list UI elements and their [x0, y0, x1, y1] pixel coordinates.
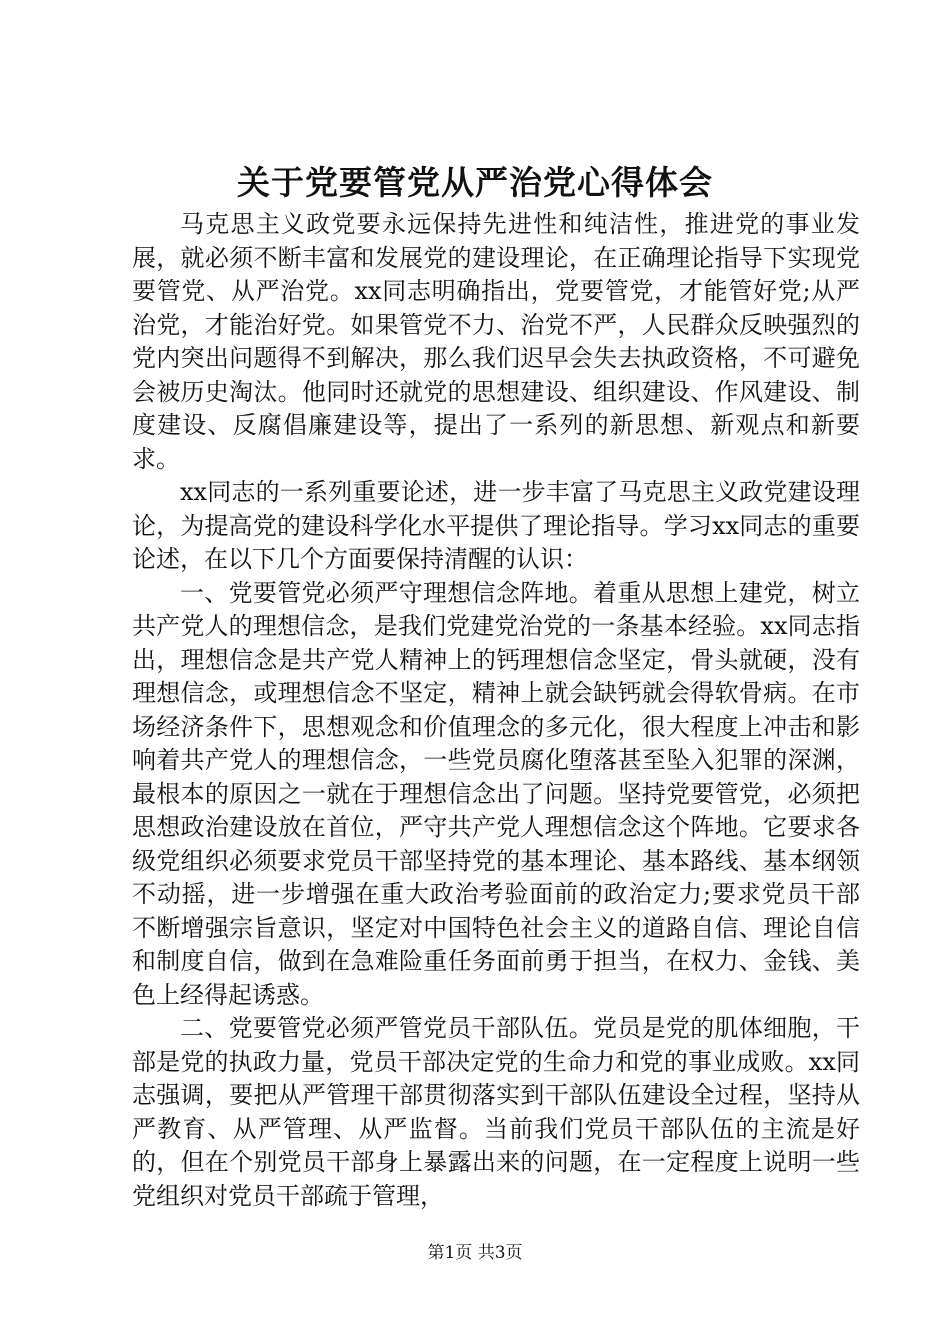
body-paragraph-4: 二、党要管党必须严管党员干部队伍。党员是党的肌体细胞，干部是党的执政力量，党员干部决定党的生命力和党的事业成败。xx同志强调，要把从严管理干部贯彻落实到干部队伍建设全过程，坚持从严教育、从严管理、从严监督。当前我们党员干部队伍的主流是好的，但在个别党员干部身上暴露出来的问题，在一定程度上说明一些党组织对党员干部疏于管理， [132, 1014, 860, 1210]
body-paragraph-2: xx同志的一系列重要论述，进一步丰富了马克思主义政党建设理论，为提高党的建设科学化水平提供了理论指导。学习xx同志的重要论述，在以下几个方面要保持清醒的认识： [132, 478, 860, 573]
document-body [132, 208, 860, 1213]
body-paragraph-1: 马克思主义政党要永远保持先进性和纯洁性，推进党的事业发展，就必须不断丰富和发展党的建设理论，在正确理论指导下实现党要管党、从严治党。xx同志明确指出，党要管党，才能管好党;从严治党，才能治好党。如果管党不力、治党不严，人民群众反映强烈的党内突出问题得不到解决，那么我们迟早会失去执政资格，不可避免会被历史淘汰。他同时还就党的思想建设、组织建设、作风建设、制度建设、反腐倡廉建设等，提出了一系列的新思想、新观点和新要求。 [132, 210, 860, 473]
document-title: 关于党要管党从严治党心得体会 [237, 163, 713, 202]
page-number-footer: 第1页 共3页 [427, 1243, 523, 1263]
body-paragraph-3: 一、党要管党必须严守理想信念阵地。着重从思想上建党，树立共产党人的理想信念，是我们党建党治党的一条基本经验。xx同志指出，理想信念是共产党人精神上的钙理想信念坚定，骨头就硬，没有理想信念，或理想信念不坚定，精神上就会缺钙就会得软骨病。在市场经济条件下，思想观念和价值理念的多元化，很大程度上冲击和影响着共产党人的理想信念，一些党员腐化堕落甚至坠入犯罪的深渊，最根本的原因之一就在于理想信念出了问题。坚持党要管党，必须把思想政治建设放在首位，严守共产党人理想信念这个阵地。它要求各级党组织必须要求党员干部坚持党的基本理论、基本路线、基本纲领不动摇，进一步增强在重大政治考验面前的政治定力;要求党员干部不断增强宗旨意识，坚定对中国特色社会主义的道路自信、理论自信和制度自信，做到在急难险重任务面前勇于担当，在权力、金钱、美色上经得起诱惑。 [132, 578, 860, 1009]
